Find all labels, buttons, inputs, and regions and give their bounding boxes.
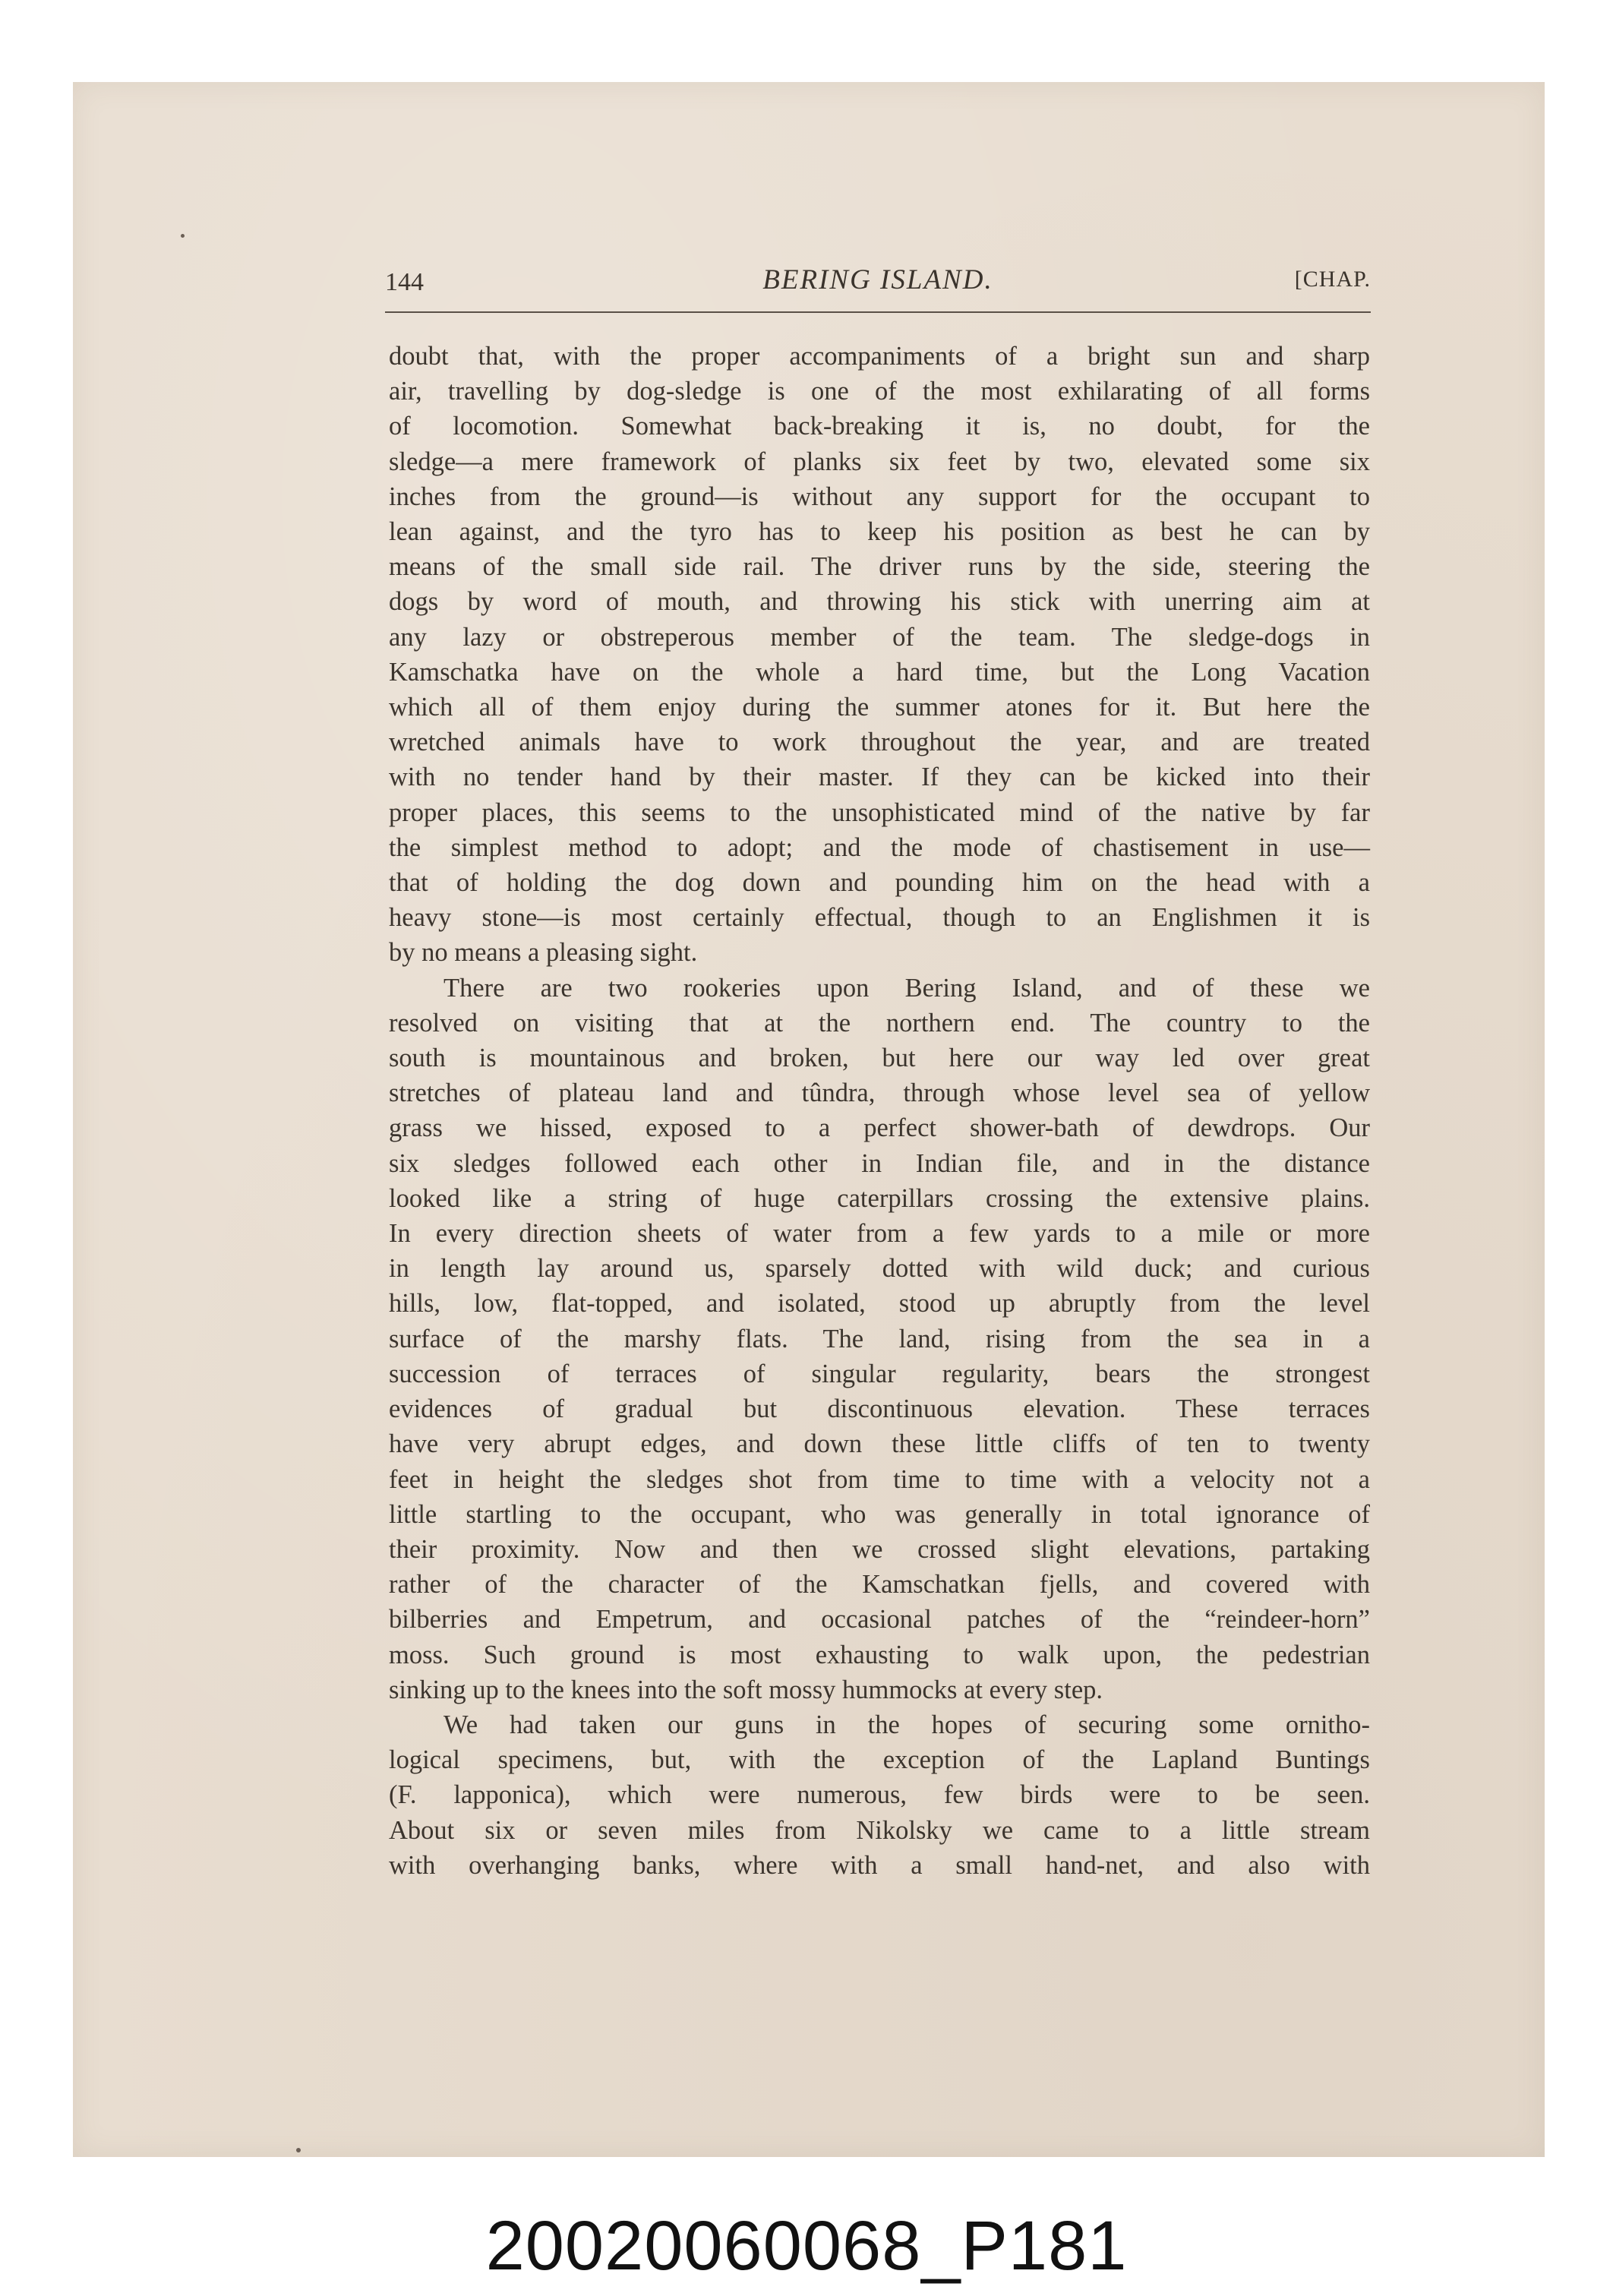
text-line: have very abrupt edges, and down these little cliffs of ten to twenty [389,1429,1370,1459]
text-line: doubt that, with the proper accompaniments of a bright sun and sharp [389,342,1370,371]
text-line: air, travelling by dog-sledge is one of the most exhilarating of all forms [389,377,1370,406]
text-line: looked like a string of huge caterpillars crossing the extensive plains. [389,1183,1370,1213]
text-line: resolved on visiting that at the northern end. The country to the [389,1008,1370,1037]
text-line: with overhanging banks, where with a small hand-net, and also with [389,1850,1370,1880]
text-line: heavy stone—is most certainly effectual, though to an Englishmen it is [389,903,1370,933]
text-line: their proximity. Now and then we crossed slight elevations, partaking [389,1534,1370,1564]
text-line: inches from the ground—is without any support for the occupant to [389,482,1370,511]
text-line: means of the small side rail. The driver runs by the side, steering the [389,552,1370,582]
text-line: six sledges followed each other in Indian file, and in the distance [389,1148,1370,1178]
text-line: sledge—a mere framework of planks six feet by two, elevated some six [389,447,1370,476]
running-head [385,262,1371,308]
page-number: 144 [385,268,424,296]
text-line: sinking up to the knees into the soft mossy hummocks at every step. [389,1675,1103,1704]
text-line: of locomotion. Somewhat back-breaking it is, no doubt, for the [389,412,1370,441]
text-line: south is mountainous and broken, but here our way led over great [389,1044,1370,1073]
text-line: grass we hissed, exposed to a perfect shower-bath of dewdrops. Our [389,1113,1370,1143]
text-line: wretched animals have to work throughout the year, and are treated [389,728,1370,757]
text-line: hills, low, flat-topped, and isolated, stood up abruptly from the level [389,1289,1370,1319]
text-line: any lazy or obstreperous member of the team. The sledge-dogs in [389,622,1370,652]
body-text [389,339,1370,1883]
text-line: bilberries and Empetrum, and occasional patches of the “reindeer-horn” [389,1605,1370,1634]
header-rule [385,311,1371,313]
scan-id-caption: 20020060068_P181 [485,2207,1128,2285]
text-line: by no means a pleasing sight. [389,938,698,968]
text-line: surface of the marshy flats. The land, rising from the sea in a [389,1324,1370,1353]
text-line: which all of them enjoy during the summer atones for it. But here the [389,693,1370,722]
text-line: We had taken our guns in the hopes of securing some ornitho- [443,1710,1370,1739]
text-line: with no tender hand by their master. If they can be kicked into their [389,763,1370,792]
text-line: in length lay around us, sparsely dotted with wild duck; and curious [389,1254,1370,1284]
text-line: There are two rookeries upon Bering Island, and of these we [443,973,1370,1003]
text-line: stretches of plateau land and tûndra, through whose level sea of yellow [389,1079,1370,1108]
text-line: About six or seven miles from Nikolsky we came to a little stream [389,1815,1370,1845]
text-line: moss. Such ground is most exhausting to walk upon, the pedestrian [389,1640,1370,1669]
text-line: succession of terraces of singular regularity, bears the strongest [389,1359,1370,1388]
text-line: feet in height the sledges shot from time to time with a velocity not a [389,1464,1370,1494]
text-line: Kamschatka have on the whole a hard time, but the Long Vacation [389,657,1370,687]
text-line: dogs by word of mouth, and throwing his stick with unerring aim at [389,587,1370,617]
text-line: logical specimens, but, with the exception of the Lapland Buntings [389,1745,1370,1775]
text-line: proper places, this seems to the unsophisticated mind of the native by far [389,797,1370,827]
text-line: In every direction sheets of water from a few yards to a mile or more [389,1219,1370,1249]
paper-speck [296,2148,301,2152]
text-line: the simplest method to adopt; and the mode of chastisement in use— [389,832,1370,862]
chapter-marker: [CHAP. [1294,267,1371,292]
text-line: (F. lapponica), which were numerous, few birds were to be seen. [389,1780,1370,1810]
text-line: rather of the character of the Kamschatkan fjells, and covered with [389,1570,1370,1600]
running-title: BERING ISLAND. [762,264,993,295]
text-line: that of holding the dog down and pounding him on the head with a [389,868,1370,898]
text-line: lean against, and the tyro has to keep his position as best he can by [389,517,1370,547]
text-line: little startling to the occupant, who was generally in total ignorance of [389,1499,1370,1529]
paper-speck [181,234,185,238]
text-line: evidences of gradual but discontinuous elevation. These terraces [389,1394,1370,1424]
